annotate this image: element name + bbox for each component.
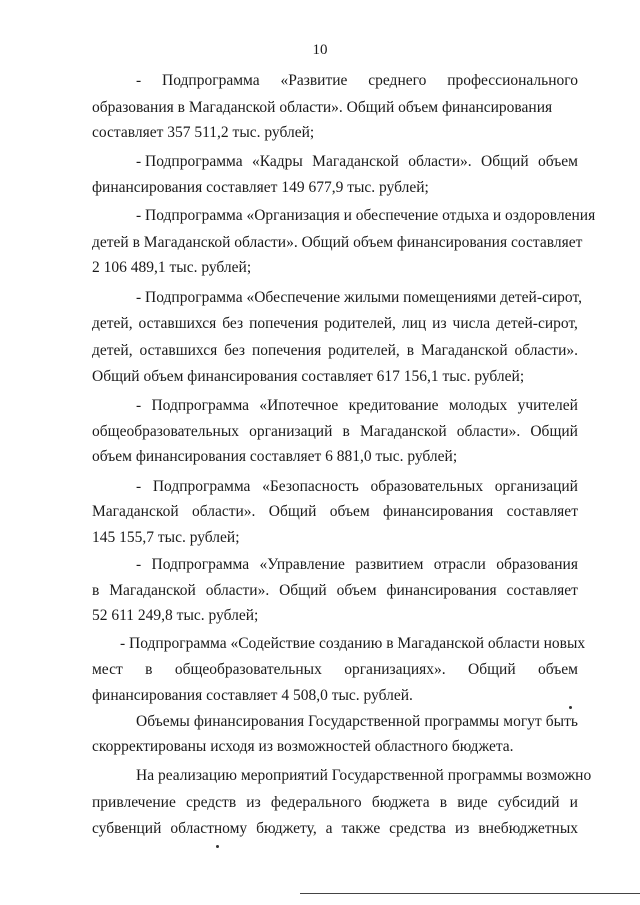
text-word: детей-сирот, bbox=[496, 315, 578, 332]
text-word: оставшихся bbox=[139, 342, 218, 359]
text-word: «Кадры bbox=[251, 153, 303, 170]
text-line: финансирования составляет 4 508,0 тыс. рублей. bbox=[92, 687, 413, 704]
text-line: составляет 357 511,2 тыс. рублей; bbox=[92, 124, 315, 141]
text-word: области». bbox=[191, 503, 256, 520]
text-word: средств bbox=[185, 794, 237, 811]
text-word: мест bbox=[92, 661, 123, 678]
text-word: Общий bbox=[468, 661, 516, 678]
text-word: виде bbox=[457, 794, 488, 811]
text-word: бюджету, bbox=[256, 820, 317, 837]
text-word: Общий bbox=[268, 503, 317, 520]
text-word: в bbox=[406, 342, 415, 359]
text-word: из bbox=[432, 315, 447, 332]
text-line: - Подпрограмма «Организация и обеспечение отдыха и оздоровления bbox=[136, 207, 596, 224]
text-line: На реализацию мероприятий Государственной программы возможно bbox=[136, 767, 592, 784]
text-line: 52 611 249,8 тыс. рублей; bbox=[92, 607, 259, 624]
text-word: «Развитие bbox=[280, 72, 348, 89]
text-line: объем финансирования составляет 6 881,0 тыс. рублей; bbox=[92, 448, 458, 465]
text-word: привлечение bbox=[92, 794, 176, 811]
text-word: областному bbox=[170, 820, 248, 837]
text-word: федерального bbox=[270, 794, 362, 811]
text-word: - bbox=[136, 72, 142, 89]
text-line bbox=[92, 314, 578, 334]
text-word: без bbox=[224, 342, 246, 359]
text-word: финансирования bbox=[193, 713, 305, 730]
text-line bbox=[136, 555, 578, 575]
text-line: финансирования составляет 149 677,9 тыс. рублей; bbox=[92, 179, 429, 196]
text-word: средства bbox=[389, 820, 447, 837]
text-word: Магаданской bbox=[109, 582, 196, 599]
text-word: также bbox=[341, 820, 381, 837]
text-line: скорректированы исходя из возможностей областного бюджета. bbox=[92, 738, 514, 755]
text-word: а bbox=[325, 820, 333, 837]
text-word: Общий bbox=[279, 582, 327, 599]
text-word: Государственной bbox=[308, 713, 421, 730]
text-word: оставшихся bbox=[138, 315, 217, 332]
text-word: - Подпрограмма bbox=[136, 153, 243, 170]
text-word: Подпрограмма bbox=[151, 556, 250, 573]
text-line: - Подпрограмма «Содействие созданию в Магаданской области новых bbox=[120, 635, 586, 652]
text-word: отрасли bbox=[433, 556, 486, 573]
text-word: Подпрограмма bbox=[152, 478, 251, 495]
text-word: молодых bbox=[448, 397, 508, 414]
text-word: объем bbox=[538, 153, 578, 170]
text-word: образования bbox=[496, 556, 578, 573]
text-word: в bbox=[439, 794, 448, 811]
text-word: субвенций bbox=[92, 820, 162, 837]
text-word: среднего bbox=[368, 72, 427, 89]
text-line: детей в Магаданской области». Общий объем финансирования составляет bbox=[92, 234, 583, 251]
text-word: внебюджетных bbox=[478, 820, 578, 837]
text-line bbox=[136, 71, 578, 91]
text-word: из bbox=[454, 820, 470, 837]
text-word: программы bbox=[424, 713, 500, 730]
text-word: кредитование bbox=[348, 397, 439, 414]
text-word: организаций bbox=[494, 478, 578, 495]
text-word: родителей, bbox=[328, 342, 400, 359]
text-word: «Управление bbox=[259, 556, 345, 573]
text-word: образовательных bbox=[370, 478, 484, 495]
text-word: попечения bbox=[251, 342, 322, 359]
text-word: объем bbox=[538, 661, 578, 678]
text-word: - bbox=[136, 397, 142, 414]
text-word: составляет bbox=[506, 503, 578, 520]
text-word: Магаданской bbox=[420, 342, 508, 359]
text-word: Магаданской bbox=[359, 423, 447, 440]
text-word: и bbox=[569, 794, 578, 811]
page-number: 10 bbox=[312, 42, 328, 58]
text-line bbox=[136, 152, 578, 172]
text-line bbox=[136, 712, 578, 732]
text-word: детей, bbox=[92, 342, 133, 359]
text-word: учителей bbox=[517, 397, 578, 414]
text-line bbox=[92, 422, 578, 442]
text-word: в bbox=[145, 661, 153, 678]
text-word: родителей, bbox=[324, 315, 396, 332]
text-line: Общий объем финансирования составляет 617 156,1 тыс. рублей; bbox=[92, 368, 525, 385]
text-line bbox=[92, 341, 578, 361]
text-line: - Подпрограмма «Обеспечение жилыми помещениями детей-сирот, bbox=[136, 289, 582, 306]
text-word: без bbox=[222, 315, 244, 332]
text-word: «Ипотечное bbox=[259, 397, 339, 414]
text-line bbox=[92, 793, 578, 813]
text-word: в bbox=[92, 582, 100, 599]
text-word: области». bbox=[514, 342, 578, 359]
text-word: финансирования bbox=[383, 503, 494, 520]
text-word: профессионального bbox=[447, 72, 578, 89]
text-word: финансирования bbox=[386, 582, 497, 599]
text-word: «Безопасность bbox=[262, 478, 359, 495]
text-line bbox=[92, 660, 578, 680]
text-line bbox=[136, 396, 578, 416]
text-word: Объемы bbox=[136, 713, 190, 730]
text-word: общеобразовательных bbox=[92, 423, 240, 440]
text-word: в bbox=[342, 423, 350, 440]
text-word: детей, bbox=[92, 315, 133, 332]
text-word: субсидий bbox=[497, 794, 560, 811]
text-word: развитием bbox=[355, 556, 424, 573]
text-line bbox=[136, 477, 578, 497]
footer-rule bbox=[300, 893, 640, 894]
text-line: образования в Магаданской области». Общий объем финансирования bbox=[92, 99, 553, 116]
text-word: Общий bbox=[530, 423, 578, 440]
text-word: попечения bbox=[249, 315, 319, 332]
text-line bbox=[92, 502, 578, 522]
text-word: Магаданской bbox=[92, 503, 179, 520]
text-word: - bbox=[136, 556, 142, 573]
text-line: 2 106 489,1 тыс. рублей; bbox=[92, 259, 252, 276]
text-word: организациях». bbox=[344, 661, 446, 678]
text-word: Подпрограмма bbox=[162, 72, 260, 89]
text-word: организаций bbox=[249, 423, 333, 440]
text-word: объем bbox=[336, 582, 377, 599]
scan-speck bbox=[569, 706, 572, 709]
text-word: области». bbox=[205, 582, 270, 599]
text-word: могут bbox=[503, 713, 542, 730]
text-word: общеобразовательных bbox=[174, 661, 322, 678]
text-word: - bbox=[136, 478, 142, 495]
text-line bbox=[92, 581, 578, 601]
text-word: области». bbox=[456, 423, 521, 440]
text-word: числа bbox=[452, 315, 491, 332]
text-line: 145 155,7 тыс. рублей; bbox=[92, 529, 240, 546]
text-word: области». bbox=[408, 153, 472, 170]
scan-speck bbox=[216, 845, 219, 848]
text-word: Общий bbox=[481, 153, 529, 170]
text-word: составляет bbox=[506, 582, 578, 599]
text-word: Магаданской bbox=[312, 153, 399, 170]
text-word: быть bbox=[545, 713, 578, 730]
text-word: лиц bbox=[401, 315, 427, 332]
text-word: объем bbox=[329, 503, 370, 520]
text-word: из bbox=[246, 794, 261, 811]
text-word: бюджета bbox=[371, 794, 430, 811]
text-line bbox=[92, 819, 578, 839]
text-word: Подпрограмма bbox=[151, 397, 250, 414]
